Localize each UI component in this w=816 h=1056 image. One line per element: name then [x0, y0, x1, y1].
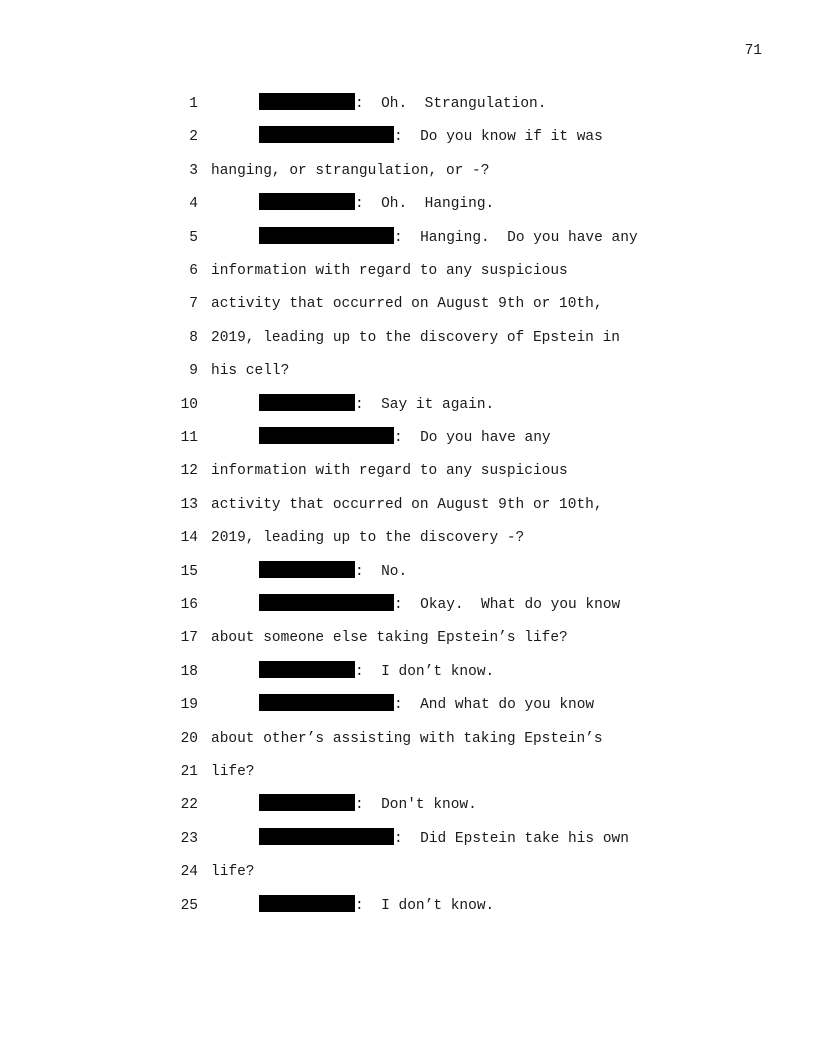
line-number: 20 [180, 730, 198, 747]
line-content [211, 393, 494, 417]
transcript-line [0, 226, 816, 250]
line-content [211, 493, 603, 517]
redacted-speaker-name [259, 193, 355, 210]
line-number: 21 [180, 764, 198, 780]
line-text: information with regard to any suspicious [211, 463, 568, 480]
line-content [211, 259, 568, 283]
line-text: 2019, leading up to the discovery of Epstein in [211, 329, 620, 346]
line-content [211, 793, 477, 817]
transcript-line [0, 493, 816, 517]
line-text: information with regard to any suspicious [211, 263, 568, 279]
line-content [211, 860, 255, 884]
line-text: 2019, leading up to the discovery -? [211, 530, 525, 547]
redacted-speaker-name [259, 661, 355, 678]
transcript-line [0, 894, 816, 918]
line-text: life? [211, 764, 255, 780]
line-text: his cell? [211, 363, 290, 380]
transcript-line [0, 292, 816, 316]
line-content [211, 526, 524, 550]
line-content [211, 894, 494, 918]
transcript-line [0, 393, 816, 417]
line-content [211, 326, 620, 350]
line-text: : Oh. Hanging. [355, 196, 495, 213]
transcript-line [0, 593, 816, 617]
transcript-line [0, 860, 816, 884]
line-content [211, 359, 289, 383]
line-content [211, 560, 407, 584]
transcript-line [0, 693, 816, 717]
line-content [211, 660, 494, 684]
line-number: 2 [189, 129, 198, 146]
line-number: 24 [180, 864, 198, 881]
line-number: 3 [189, 162, 198, 179]
transcript-line [0, 92, 816, 116]
line-number: 12 [180, 463, 198, 480]
line-content [211, 92, 546, 116]
line-content [211, 125, 603, 149]
line-text: activity that occurred on August 9th or 10th, [211, 496, 603, 513]
redacted-speaker-name [259, 427, 394, 444]
line-number: 15 [180, 563, 198, 580]
line-text: activity that occurred on August 9th or 10th, [211, 296, 603, 313]
line-number: 8 [189, 329, 198, 346]
redacted-speaker-name [259, 227, 394, 244]
line-number: 10 [180, 396, 198, 413]
line-text: : Do you know if it was [394, 129, 603, 146]
line-content [211, 159, 489, 183]
line-text: : Did Epstein take his own [394, 830, 629, 847]
line-content [211, 626, 568, 650]
redacted-speaker-name [259, 794, 355, 811]
line-number: 4 [189, 196, 198, 213]
line-number: 18 [180, 663, 198, 680]
line-number: 22 [180, 797, 198, 814]
line-content [211, 760, 255, 784]
line-content [211, 827, 629, 851]
redacted-speaker-name [259, 561, 355, 578]
line-number: 11 [180, 430, 198, 446]
line-text: : Say it again. [355, 396, 495, 413]
line-text: about someone else taking Epstein’s life? [211, 630, 568, 647]
line-text: : And what do you know [394, 697, 595, 714]
line-text: : I don’t know. [355, 897, 495, 914]
line-content [211, 693, 594, 717]
line-content [211, 459, 568, 483]
redacted-speaker-name [259, 694, 394, 711]
line-text: hanging, or strangulation, or -? [211, 162, 490, 179]
line-number: 1 [189, 96, 198, 112]
transcript-line [0, 660, 816, 684]
line-text: : Oh. Strangulation. [355, 96, 547, 112]
line-content [211, 292, 603, 316]
transcript-line [0, 459, 816, 483]
line-content [211, 226, 638, 250]
line-text: : Hanging. Do you have any [394, 229, 638, 246]
redacted-speaker-name [259, 895, 355, 912]
line-number: 16 [180, 597, 198, 613]
transcript-line [0, 192, 816, 216]
redacted-speaker-name [259, 93, 355, 110]
line-text: : No. [355, 563, 408, 580]
line-content [211, 426, 551, 450]
transcript-line [0, 560, 816, 584]
transcript-line [0, 727, 816, 751]
line-number: 5 [189, 229, 198, 246]
line-text: : I don’t know. [355, 663, 495, 680]
line-text: life? [211, 864, 255, 881]
line-text: : Okay. What do you know [394, 597, 621, 613]
transcript-line [0, 125, 816, 149]
line-number: 7 [189, 296, 198, 313]
line-number: 23 [180, 830, 198, 847]
redacted-speaker-name [259, 828, 394, 845]
transcript-line [0, 326, 816, 350]
redacted-speaker-name [259, 394, 355, 411]
transcript-line [0, 793, 816, 817]
transcript-line [0, 526, 816, 550]
line-number: 17 [180, 630, 198, 647]
line-text: : Don't know. [355, 797, 477, 814]
transcript-line [0, 426, 816, 450]
line-text: about other’s assisting with taking Epstein’s [211, 730, 603, 747]
line-number: 19 [180, 697, 198, 714]
transcript-line [0, 359, 816, 383]
line-number: 14 [180, 530, 198, 547]
line-number: 13 [180, 496, 198, 513]
transcript-line [0, 159, 816, 183]
line-number: 9 [189, 363, 198, 380]
line-content [211, 727, 603, 751]
line-text: : Do you have any [394, 430, 551, 446]
line-content [211, 192, 494, 216]
transcript-line [0, 259, 816, 283]
transcript-line [0, 760, 816, 784]
transcript-line [0, 827, 816, 851]
redacted-speaker-name [259, 126, 394, 143]
page-number: 71 [744, 43, 762, 59]
line-number: 6 [189, 263, 198, 279]
redacted-speaker-name [259, 594, 394, 611]
line-number: 25 [180, 897, 198, 914]
line-content [211, 593, 620, 617]
transcript-line [0, 626, 816, 650]
